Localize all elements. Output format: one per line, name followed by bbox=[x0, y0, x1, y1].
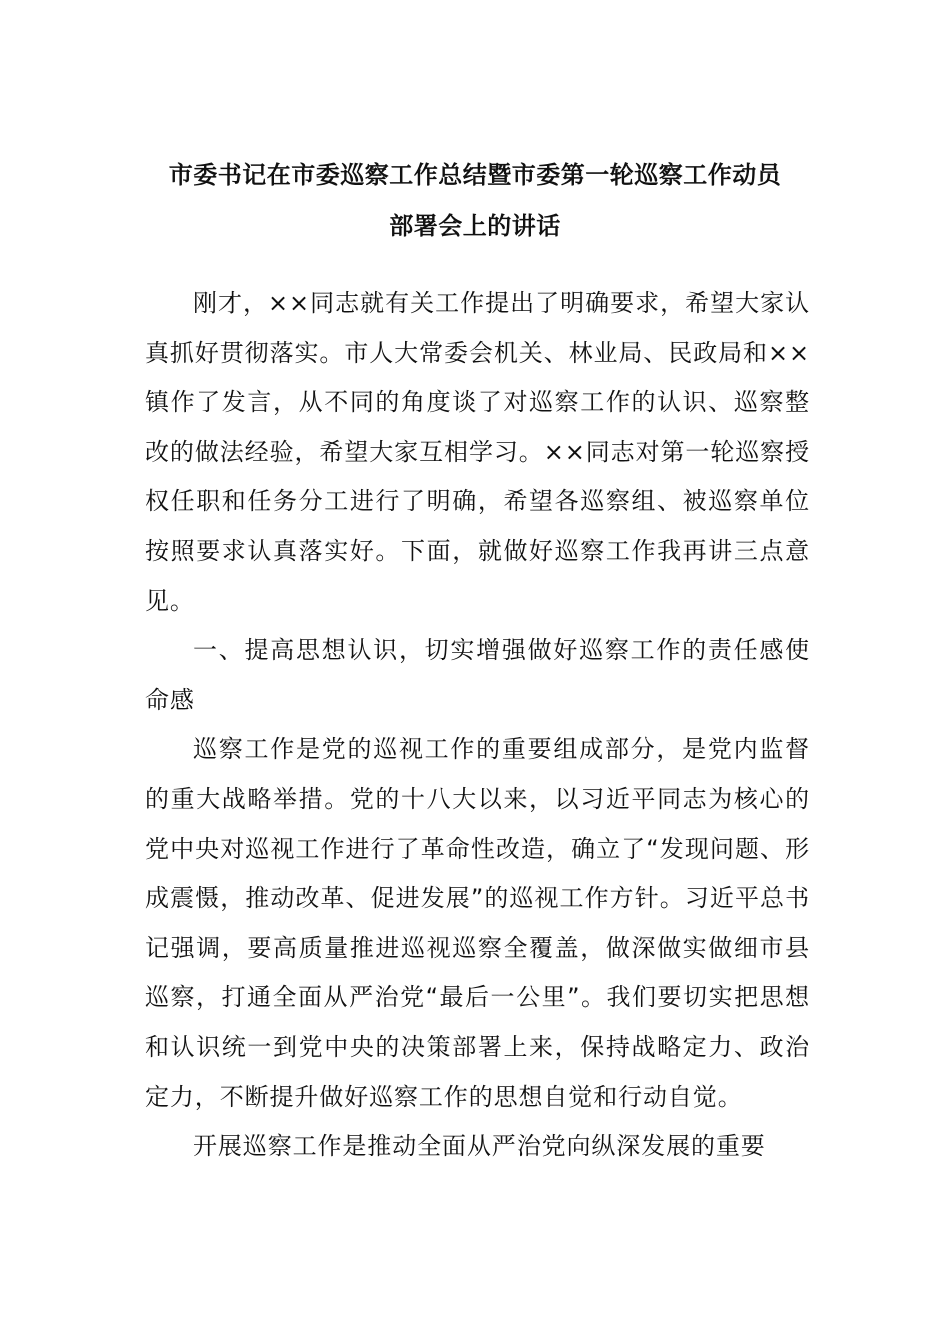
paragraph-section1-body: 巡察工作是党的巡视工作的重要组成部分，是党内监督的重大战略举措。党的十八大以来，以习近平同志为核心的党中央对巡视工作进行了革命性改造，确立了“发现问题、形成震慑，推动改革、促进发展”的巡视工作方针。习近平总书记强调，要高质量推进巡视巡察全覆盖，做深做实做细市县巡察，打通全面从严治党“最后一公里”。我们要切实把思想和认识统一到党中央的决策部署上来，保持战略定力、政治定力，不断提升做好巡察工作的思想自觉和行动自觉。 bbox=[145, 735, 810, 1111]
paragraph-intro: 刚才，××同志就有关工作提出了明确要求，希望大家认真抓好贯彻落实。市人大常委会机关、林业局、民政局和××镇作了发言，从不同的角度谈了对巡察工作的认识、巡察整改的做法经验，希望大家互相学习。××同志对第一轮巡察授权任职和任务分工进行了明确，希望各巡察组、被巡察单位按照要求认真落实好。下面，就做好巡察工作我再讲三点意见。 bbox=[145, 289, 810, 615]
document-body bbox=[145, 279, 810, 1172]
document-title-line2: 部署会上的讲话 bbox=[389, 212, 561, 240]
section-heading-1: 一、提高思想认识，切实增强做好巡察工作的责任感使命感 bbox=[145, 636, 810, 714]
document-title-line1: 市委书记在市委巡察工作总结暨市委第一轮巡察工作动员 bbox=[168, 161, 782, 189]
paragraph-section1-continued: 开展巡察工作是推动全面从严治党向纵深发展的重要 bbox=[193, 1132, 766, 1161]
